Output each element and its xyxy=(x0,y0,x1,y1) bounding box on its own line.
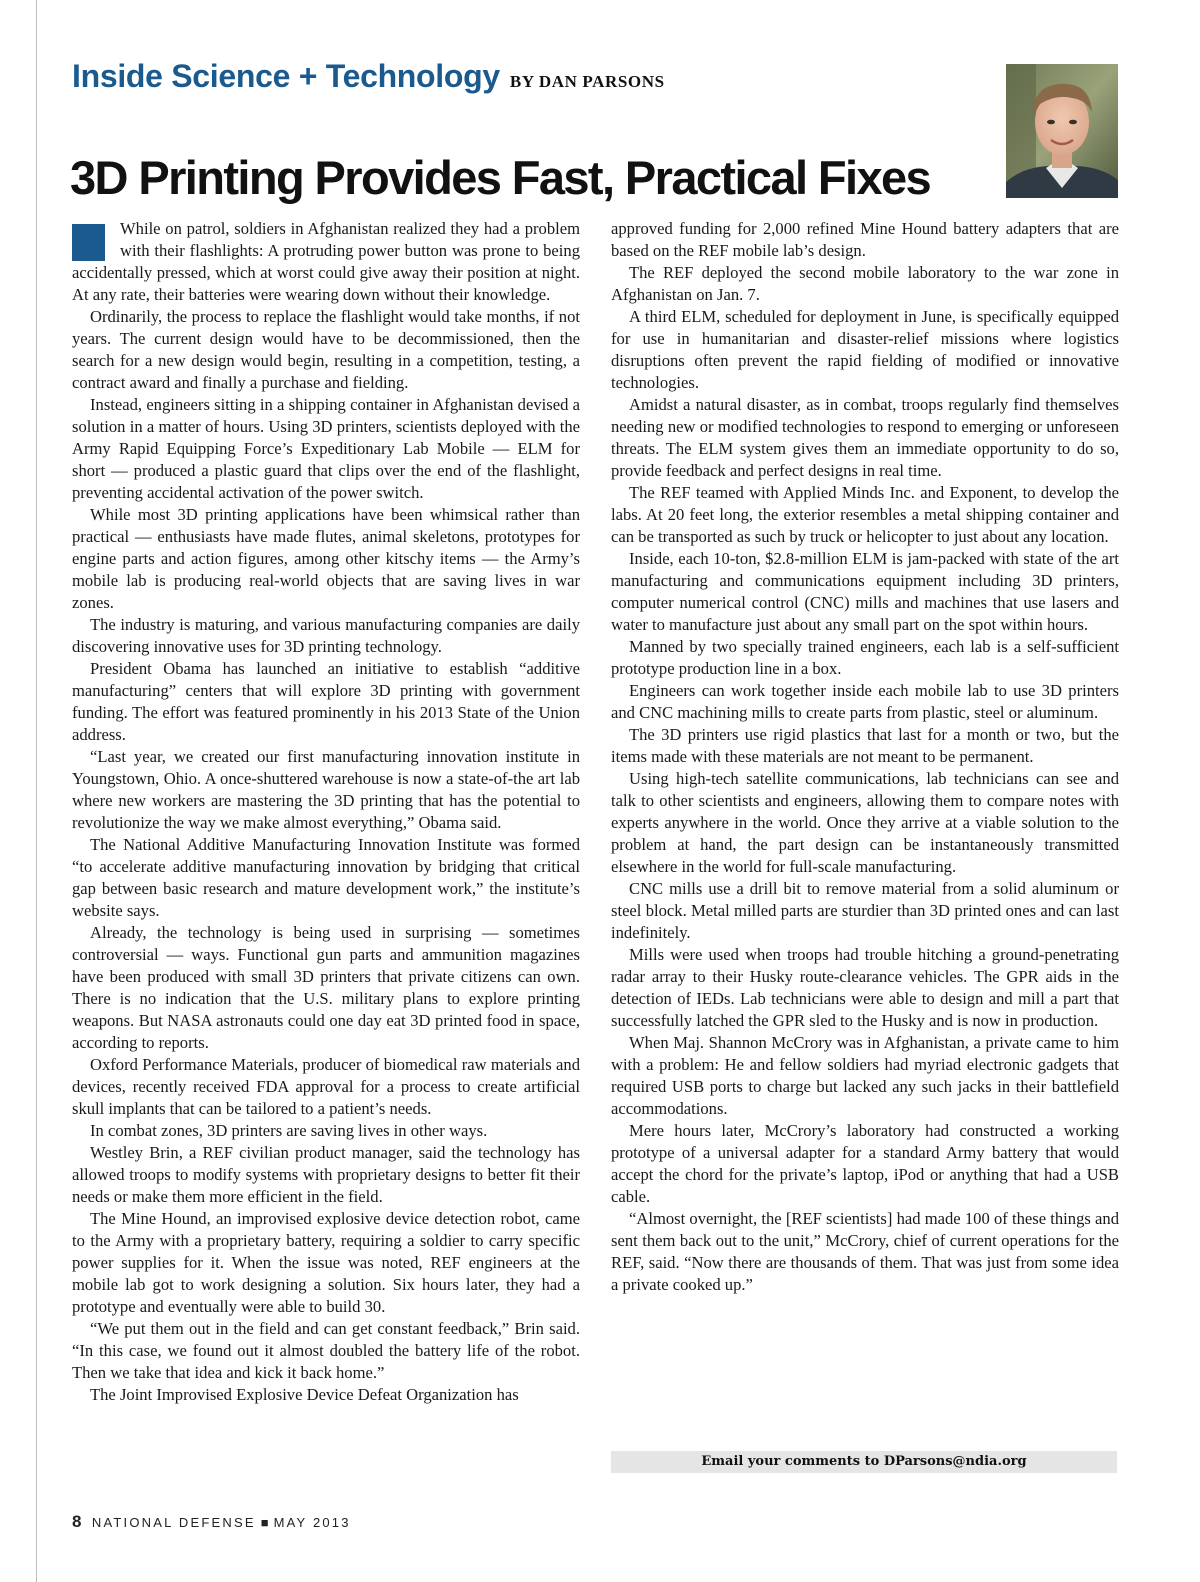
paragraph: Mere hours later, McCrory’s laboratory had constructed a working prototype of a universal adapter for a standard Army battery that would accept the chord for the private’s laptop, iPod or anything that had a USB cable. xyxy=(611,1121,1119,1206)
article-headline: 3D Printing Provides Fast, Practical Fixes xyxy=(70,151,931,204)
paragraph: The REF deployed the second mobile laboratory to the war zone in Afghanistan on Jan. 7. xyxy=(611,263,1119,304)
paragraph: The Mine Hound, an improvised explosive device detection robot, came to the Army with a proprietary battery, requiring a soldier to carry specific power supplies for it. When the issue was noted, REF engineers at the mobile lab got to work designing a solution. Six hours later, they had a prototype and eventually were able to build 30. xyxy=(72,1209,580,1316)
article-right-column xyxy=(611,218,1119,1296)
publication-name: NATIONAL DEFENSE xyxy=(91,1515,256,1530)
paragraph: While most 3D printing applications have been whimsical rather than practical — enthusiasts have made flutes, animal skeletons, prototypes for engine parts and action figures, among other kitschy items — the Army’s mobile lab is producing real-world objects that are saving lives in war zones. xyxy=(72,505,580,612)
paragraph: Manned by two specially trained engineers, each lab is a self-sufficient prototype production line in a box. xyxy=(611,637,1119,678)
paragraph: Engineers can work together inside each mobile lab to use 3D printers and CNC machining mills to create parts from plastic, steel or aluminum. xyxy=(611,681,1119,722)
paragraph: The industry is maturing, and various manufacturing companies are daily discovering innovative uses for 3D printing technology. xyxy=(72,615,580,656)
paragraph: The National Additive Manufacturing Innovation Institute was formed “to accelerate additive manufacturing innovation by bridging that critical gap between basic research and mature development work,” the institute’s website says. xyxy=(72,835,580,920)
paragraph: In combat zones, 3D printers are saving lives in other ways. xyxy=(90,1121,488,1140)
page-margin-rule xyxy=(36,0,37,1582)
paragraph: Ordinarily, the process to replace the flashlight would take months, if not years. The current design would have to be decommissioned, then the search for a new design would begin, resulting in a competition, testing, a contract award and finally a purchase and fielding. xyxy=(72,307,580,392)
paragraph: CNC mills use a drill bit to remove material from a solid aluminum or steel block. Metal milled parts are sturdier than 3D printed ones and can last indefinitely. xyxy=(611,879,1119,942)
column-title: Inside Science + Technology xyxy=(72,58,500,94)
paragraph: Inside, each 10-ton, $2.8-million ELM is jam-packed with state of the art manufacturing and communications equipment including 3D printers, computer numerical control (CNC) mills and machines that use lasers and water to manufacture just about any small part on the spot within hours. xyxy=(611,549,1119,634)
article-left-column xyxy=(72,218,580,1406)
paragraph: approved funding for 2,000 refined Mine Hound battery adapters that are based on the REF mobile lab’s design. xyxy=(611,219,1119,260)
column-header xyxy=(72,58,665,95)
issue-date: MAY 2013 xyxy=(273,1515,351,1530)
paragraph: “Almost overnight, the [REF scientists] had made 100 of these things and sent them back out to the unit,” McCrory, chief of current operations for the REF, said. “Now there are thousands of them. That was just from some idea a private cooked up.” xyxy=(611,1209,1119,1294)
email-address-link[interactable]: DParsons@ndia.org xyxy=(883,1454,1027,1469)
paragraph: Oxford Performance Materials, producer of biomedical raw materials and devices, recently received FDA approval for a process to create artificial skull implants that can be tailored to a patient’s needs. xyxy=(72,1055,580,1118)
paragraph: Mills were used when troops had trouble hitching a ground-penetrating radar array to their Husky route-clearance vehicles. The GPR aids in the detection of IEDs. Lab technicians were able to design and mill a part that successfully latched the GPR sled to the Husky and is now in production. xyxy=(611,945,1119,1030)
paragraph: The 3D printers use rigid plastics that last for a month or two, but the items made with these materials are not meant to be permanent. xyxy=(611,725,1119,766)
author-photo xyxy=(1006,64,1118,198)
paragraph: Instead, engineers sitting in a shipping container in Afghanistan devised a solution in a matter of hours. Using 3D printers, scientists deployed with the Army Rapid Equipping Force’s Expeditionary Lab Mobile — ELM for short — produced a plastic guard that clips over the end of the flashlight, preventing accidental activation of the power switch. xyxy=(72,395,580,502)
paragraph: Using high-tech satellite communications, lab technicians can see and talk to other scientists and engineers, allowing them to compare notes with experts anywhere in the world. Once they arrive at a viable solution to the problem at hand, the part design can be instantaneously transmitted elsewhere in the world for full-scale manufacturing. xyxy=(611,769,1119,876)
paragraph: A third ELM, scheduled for deployment in June, is specifically equipped for use in humanitarian and disaster-relief missions where logistics disruptions often prevent the rapid fielding of modified or innovative technologies. xyxy=(611,307,1119,392)
paragraph: The Joint Improvised Explosive Device Defeat Organization has xyxy=(90,1385,519,1404)
email-prefix: Email your comments to xyxy=(701,1454,884,1469)
paragraph: While on patrol, soldiers in Afghanistan realized they had a problem with their flashlights: A protruding power button was prone to being accidentally pressed, which at worst could give away their position at night. At any rate, their batteries were wearing down without their knowledge. xyxy=(72,219,580,304)
author-portrait-image xyxy=(1006,64,1118,198)
paragraph: Already, the technology is being used in surprising — sometimes controversial — ways. Functional gun parts and ammunition magazines have been produced with small 3D printers that private citizens can own. There is no indication that the U.S. military plans to explore printing weapons. But NASA astronauts could one day eat 3D printed food in space, according to reports. xyxy=(72,923,580,1052)
byline: BY DAN PARSONS xyxy=(509,72,665,91)
page-footer xyxy=(72,1512,351,1532)
paragraph: The REF teamed with Applied Minds Inc. and Exponent, to develop the labs. At 20 feet long, the exterior resembles a metal shipping container and can be transported as such by truck or helicopter to just about any location. xyxy=(611,483,1119,546)
paragraph: When Maj. Shannon McCrory was in Afghanistan, a private came to him with a problem: He and fellow soldiers had myriad electronic gadgets that required USB ports to charge but lacked any such jacks in their battlefield accommodations. xyxy=(611,1033,1119,1118)
paragraph: Amidst a natural disaster, as in combat, troops regularly find themselves needing new or modified technologies to respond to emerging or unforeseen threats. The ELM system gives them an immediate opportunity to do so, provide feedback and perfect designs in real time. xyxy=(611,395,1119,480)
page-number: 8 xyxy=(72,1512,82,1531)
footer-separator: ■ xyxy=(260,1515,269,1530)
paragraph: “We put them out in the field and can get constant feedback,” Brin said. “In this case, we found out it almost doubled the battery life of the robot. Then we take that idea and kick it back home.” xyxy=(72,1319,580,1382)
paragraph: President Obama has launched an initiative to establish “additive manufacturing” centers that will explore 3D printing with government funding. The effort was featured prominently in his 2013 State of the Union address. xyxy=(72,659,580,744)
email-comments-bar xyxy=(611,1451,1117,1473)
drop-square-ornament xyxy=(72,224,105,261)
paragraph: “Last year, we created our first manufacturing innovation institute in Youngstown, Ohio. A once-shuttered warehouse is now a state-of-the art lab where new workers are mastering the 3D printing that has the potential to revolutionize the way we make almost everything,” Obama said. xyxy=(72,747,580,832)
paragraph: Westley Brin, a REF civilian product manager, said the technology has allowed troops to modify systems with proprietary designs to better fit their needs or make them more efficient in the field. xyxy=(72,1143,580,1206)
